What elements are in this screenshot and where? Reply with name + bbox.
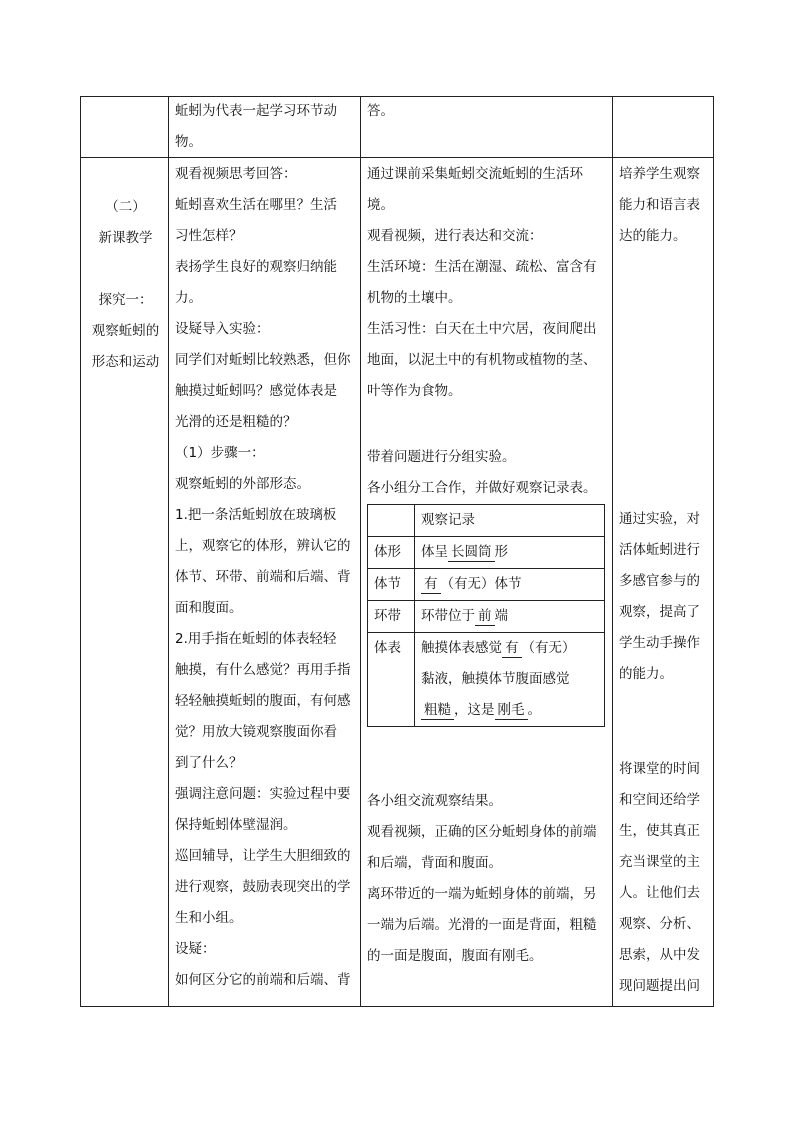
text-line: 蚯蚓喜欢生活在哪里？生活 xyxy=(175,197,337,213)
column-divider xyxy=(168,96,169,1007)
text-line: 轻轻触摸蚯蚓的腹面，有何感 xyxy=(175,693,351,709)
text-line: 多感官参与的 xyxy=(619,573,700,589)
text-line: 学生动手操作 xyxy=(619,635,700,651)
fill-blank: 前 xyxy=(475,607,495,626)
row-label: 体表 xyxy=(368,633,415,727)
text-line: 和后端，背面和腹面。 xyxy=(367,855,502,871)
text-line: 观察，提高了 xyxy=(619,604,700,620)
cell-text: 端 xyxy=(494,608,508,624)
cell-text: （有无）体节 xyxy=(440,576,522,592)
row-label: 环带 xyxy=(368,601,415,633)
text-line: 触摸，有什么感觉？再用手指 xyxy=(175,662,351,678)
blank-line xyxy=(88,254,163,285)
text-line: 设疑导入实验： xyxy=(175,321,270,337)
cell-text: 体呈 xyxy=(421,544,448,560)
row1-teacher-activity xyxy=(175,96,358,158)
text-line: 和空间还给学 xyxy=(619,792,700,808)
text-line: 叶等作为食物。 xyxy=(367,383,462,399)
design-intent-1 xyxy=(619,159,707,252)
row-label: 体形 xyxy=(368,537,415,569)
text-line: 思索，从中发 xyxy=(619,947,700,963)
student-activity-experiment xyxy=(367,442,607,504)
text-line: 进行观察，鼓励表现突出的学 xyxy=(175,879,351,895)
column-divider xyxy=(713,96,714,1007)
text-line: 活体蚯蚓进行 xyxy=(619,542,700,558)
table-row xyxy=(368,505,605,537)
text-line: 机物的土壤中。 xyxy=(367,290,462,306)
text-line: 蚯蚓为代表一起学习环节动 xyxy=(175,103,337,119)
observation-record-table xyxy=(367,504,605,727)
text-line: 通过课前采集蚯蚓交流蚯蚓的生活环境。 xyxy=(367,166,583,213)
text-line: 体节、环带、前端和后端、背 xyxy=(175,569,351,585)
section-number: （二） xyxy=(105,199,146,215)
table-cell xyxy=(415,537,605,569)
text-line: 能力和语言表 xyxy=(619,197,700,213)
table-border-bottom xyxy=(80,1006,714,1007)
text-line: 现问题提出问 xyxy=(619,978,700,994)
text-line: 离环带近的一端为蚯蚓身体的前端，另 xyxy=(367,886,597,902)
cell-text: 形 xyxy=(494,544,508,560)
text-line: 习性怎样？ xyxy=(175,228,243,244)
cell-text: （有无） xyxy=(521,640,576,656)
text-line: 观看视频思考回答： xyxy=(175,166,297,182)
column-divider xyxy=(612,96,613,1007)
fill-blank: 刚毛 xyxy=(495,701,528,720)
text-line: 物。 xyxy=(175,134,202,150)
fill-blank: 有 xyxy=(421,575,441,594)
text-line: 巡回辅导，让学生大胆细致的 xyxy=(175,848,351,864)
student-activity-conclusion xyxy=(367,786,607,972)
text-line: 观看视频，进行表达和交流： xyxy=(367,228,543,244)
text-line: 培养学生观察 xyxy=(619,166,700,182)
text-line: 的一面是腹面，腹面有刚毛。 xyxy=(367,948,543,964)
text-line: 2.用手指在蚯蚓的体表轻轻 xyxy=(175,631,337,647)
row-label: 体节 xyxy=(368,569,415,601)
text-line: 答。 xyxy=(367,103,394,119)
table-header: 观察记录 xyxy=(415,505,605,537)
text-line: 保持蚯蚓体壁湿润。 xyxy=(175,817,297,833)
text-line: （1）步骤一： xyxy=(175,445,265,461)
table-cell xyxy=(368,505,415,537)
text-line: 触摸过蚯蚓吗？感觉体表是 xyxy=(175,383,337,399)
column-divider xyxy=(360,96,361,1007)
table-row xyxy=(368,569,605,601)
fill-blank: 长圆筒 xyxy=(448,543,495,562)
text-line: 到了什么？ xyxy=(175,755,243,771)
text-line: 生，使其真正 xyxy=(619,823,700,839)
cell-text: 黏液，触摸体节腹面感觉 xyxy=(421,671,570,687)
design-intent-2 xyxy=(619,504,707,690)
text-line: 同学们对蚯蚓比较熟悉，但你 xyxy=(175,352,351,368)
text-line: 观看视频，正确的区分蚯蚓身体的前端 xyxy=(367,824,597,840)
inquiry-label: 探究一： xyxy=(98,292,153,308)
text-line: 生活习性：白天在土中穴居，夜间爬出 xyxy=(367,321,597,337)
table-row xyxy=(368,601,605,633)
text-line: 生和小组。 xyxy=(175,910,243,926)
text-line: 1.把一条活蚯蚓放在玻璃板 xyxy=(175,507,337,523)
teacher-activity xyxy=(175,159,358,996)
text-line: 上，观察它的体形，辨认它的 xyxy=(175,538,351,554)
cell-text: 环带位于 xyxy=(421,608,475,624)
text-line: 如何区分它的前端和后端、背 xyxy=(175,972,351,988)
fill-blank: 有 xyxy=(502,639,522,658)
section-label xyxy=(88,192,163,378)
inquiry-title-line: 形态和运动 xyxy=(91,354,160,370)
cell-text: 触摸体表感觉 xyxy=(421,640,502,656)
text-line: 充当课堂的主 xyxy=(619,854,700,870)
text-line: 生活环境：生活在潮湿、疏松、富含有 xyxy=(367,259,597,275)
column-divider xyxy=(80,96,81,1007)
text-line: 面和腹面。 xyxy=(175,600,243,616)
text-line: 地面，以泥土中的有机物或植物的茎、 xyxy=(367,352,597,368)
row1-student-activity xyxy=(367,96,607,127)
student-activity-intro xyxy=(367,159,607,407)
text-line: 各小组交流观察结果。 xyxy=(367,793,502,809)
cell-text: 。 xyxy=(527,702,541,718)
text-line: 观察、分析、 xyxy=(619,916,700,932)
text-line: 表扬学生良好的观察归纳能 xyxy=(175,259,337,275)
text-line: 通过实验，对 xyxy=(619,511,700,527)
table-cell xyxy=(415,569,605,601)
table-row xyxy=(368,537,605,569)
text-line: 人。让他们去 xyxy=(619,885,700,901)
inquiry-title-line: 观察蚯蚓的 xyxy=(91,323,160,339)
text-line: 力。 xyxy=(175,290,202,306)
table-cell xyxy=(415,633,605,727)
design-intent-3 xyxy=(619,754,707,1002)
table-cell xyxy=(415,601,605,633)
text-line: 设疑： xyxy=(175,941,216,957)
section-title: 新课教学 xyxy=(98,230,153,246)
text-line: 强调注意问题：实验过程中要 xyxy=(175,786,351,802)
text-line: 带着问题进行分组实验。 xyxy=(367,449,516,465)
text-line: 觉？用放大镜观察腹面你看 xyxy=(175,724,337,740)
text-line: 光滑的还是粗糙的？ xyxy=(175,414,297,430)
fill-blank: 粗糙 xyxy=(421,701,454,720)
cell-text: ，这是 xyxy=(454,702,495,718)
text-line: 一端为后端。光滑的一面是背面，粗糙 xyxy=(367,917,597,933)
text-line: 达的能力。 xyxy=(619,228,687,244)
text-line: 观察蚯蚓的外部形态。 xyxy=(175,476,310,492)
text-line: 将课堂的时间 xyxy=(619,761,700,777)
text-line: 各小组分工合作，并做好观察记录表。 xyxy=(367,480,597,496)
text-line: 的能力。 xyxy=(619,666,673,682)
table-row xyxy=(368,633,605,727)
